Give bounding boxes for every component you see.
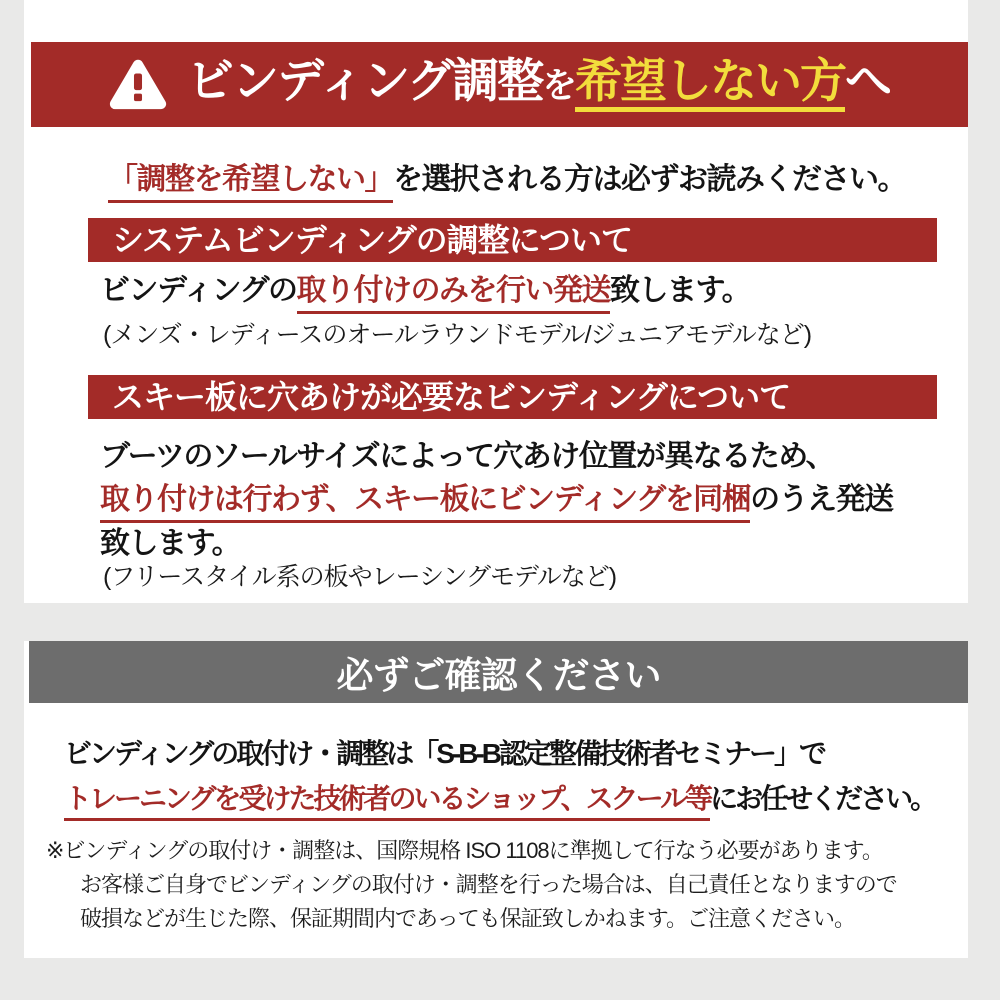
header-banner [31,42,968,127]
confirm-note-2: お客様ご自身でビンディングの取付け・調整を行った場合は、自己責任となりますので [80,872,897,897]
confirm-line2 [64,781,935,821]
drill-line2-red: 取り付けは行わず、スキー板にビンディングを同梱 [100,482,750,523]
intro-line [108,161,906,203]
page-title [186,54,891,112]
confirm-note-1: ※ビンディングの取付け・調整は、国際規格 ISO 1108に準拠して行なう必要があります。 [46,838,883,863]
confirm-note-3: 破損などが生じた際、保証期間内であっても保証致しかねます。ご注意ください。 [80,906,856,931]
section-heading-system: システムビンディングの調整について [88,218,937,262]
title-highlight: 希望しない方 [575,57,845,112]
title-particle: を [542,67,576,105]
confirm-heading: 必ずご確認ください [336,655,661,696]
system-body-black1: ビンディングの [100,274,297,307]
section-drill-note: (フリースタイル系の板やレーシングモデルなど) [103,563,617,591]
confirm-line2-red: トレーニングを受けた技術者のいるショップ、スクール等 [64,782,710,821]
system-body-red: 取り付けのみを行い発送 [297,273,611,314]
section-system-note: (メンズ・レディースのオールラウンドモデル/ジュニアモデルなど) [103,321,812,349]
title-suffix: へ [845,54,891,107]
intro-rest: を選択される方は必ずお読みください。 [393,163,906,196]
title-part1: ビンディング調整 [186,54,543,107]
section-system-body [100,272,750,314]
section-heading-drill: スキー板に穴あけが必要なビンディングについて [88,375,937,419]
section-drill-line1: ブーツのソールサイズによって穴あけ位置が異なるため、 [100,440,835,473]
notice-card-confirm [24,641,968,958]
confirm-heading-bar [29,641,968,703]
intro-highlight: 「調整を希望しない」 [108,162,393,203]
warning-icon [109,58,167,112]
notice-card-main [24,0,968,603]
system-body-black2: 致します。 [610,274,751,307]
confirm-line1: ビンディングの取付け・調整は「S-B-B認定整備技術者セミナー」で [64,738,824,769]
confirm-line2-black: にお任せください。 [710,783,936,814]
drill-line2-black: のうえ発送 [750,483,893,516]
section-drill-line2 [100,481,893,523]
section-drill-line3: 致します。 [100,527,241,560]
